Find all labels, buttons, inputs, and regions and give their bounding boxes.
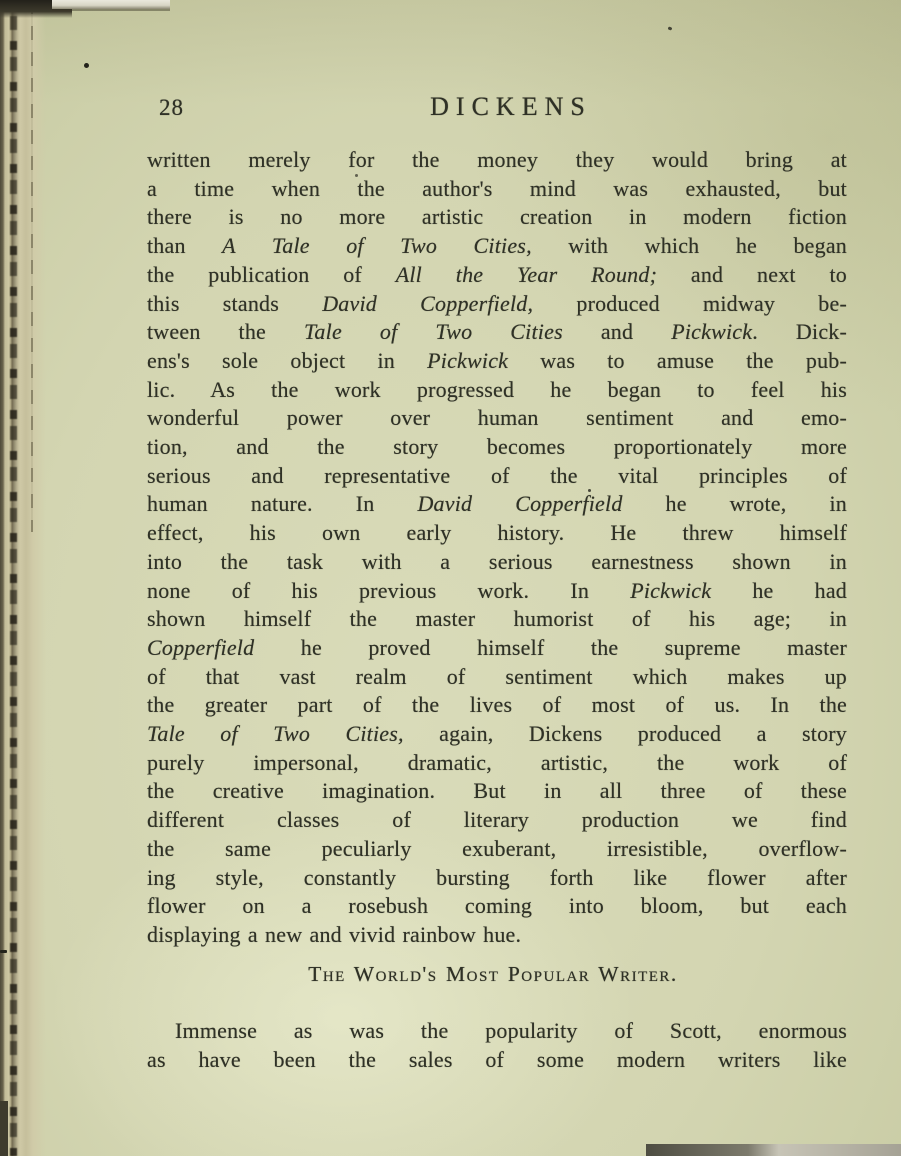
ink-speck [84,63,89,68]
text-line: none of his previous work. In Pickwick he had [147,577,847,603]
book-title-italic: Pickwick [671,319,753,345]
book-title-italic: Tale of Two Cities, [147,721,404,747]
page-number: 28 [159,95,184,120]
page-header [147,92,847,124]
text-line: the same peculiarly exuberant, irresistible, overflow- [147,835,847,861]
text-line: serious and representative of the vital principles of [147,462,847,488]
text-line: tween the Tale of Two Cities and Pickwick. Dick- [147,319,848,345]
text-line: different classes of literary production we find [147,807,847,833]
book-title-italic: Pickwick [630,577,712,603]
text-line: effect, his own early history. He threw himself [147,520,847,546]
text-line: the greater part of the lives of most of us. In the [147,692,847,718]
text-line: flower on a rosebush coming into bloom, but each [147,893,847,919]
text-line: of that vast realm of sentiment which makes up [147,663,847,689]
text-block [147,146,847,1075]
scan-edge-bottom-left [0,1101,8,1156]
text-line: into the task with a serious earnestness shown in [147,548,847,574]
text-line: purely impersonal, dramatic, artistic, the work of [147,749,847,775]
text-line: ing style, constantly bursting forth like flower after [147,864,847,890]
text-line: Immense as was the popularity of Scott, enormous [175,1018,847,1044]
ink-speck [668,26,673,30]
ink-speck [0,950,7,953]
text-line: than A Tale of Two Cities, with which he began [147,233,848,259]
book-title-italic: David Copperfield [417,491,623,517]
text-line: written merely for the money they would bring at [147,147,847,172]
text-line: displaying a new and vivid rainbow hue. [147,921,522,947]
text-line: the creative imagination. But in all three of these [147,778,847,804]
book-binding-edge [0,0,46,1156]
text-line: there is no more artistic creation in modern fiction [147,204,847,230]
book-title-italic: Copperfield [147,634,255,660]
text-line: Copperfield he proved himself the supreme master [147,634,847,660]
text-line: this stands David Copperfield, produced midway be- [147,290,848,316]
book-title-italic: A Tale of Two Cities, [222,233,532,259]
paragraph [147,146,847,950]
section-heading: The World's Most Popular Writer. [308,961,678,986]
text-line: Tale of Two Cities, again, Dickens produced a story [147,721,847,747]
text-line: as have been the sales of some modern writers like [147,1047,847,1073]
page-stack-edge-top [52,0,170,9]
text-line: tion, and the story becomes proportionately more [147,434,847,460]
book-title-italic: Pickwick [427,347,509,373]
book-title-italic: Tale of Two Cities [304,319,563,345]
text-line: the publication of All the Year Round; and next to [147,261,847,287]
text-line: shown himself the master humorist of his age; in [147,606,847,632]
running-head: DICKENS [430,92,592,121]
scan-edge-bottom-right [646,1144,901,1156]
text-line: ens's sole object in Pickwick was to amuse the pub- [147,347,847,373]
text-line: human nature. In David Copperfield he wrote, in [147,491,847,517]
book-title-italic: All the Year Round; [395,261,658,287]
text-line: a time when the author's mind was exhausted, but [147,175,847,201]
text-line: wonderful power over human sentiment and emo- [147,405,847,431]
book-title-italic: David Copperfield, [322,290,534,316]
text-line: lic. As the work progressed he began to feel his [147,376,847,402]
paragraph [147,1017,847,1074]
